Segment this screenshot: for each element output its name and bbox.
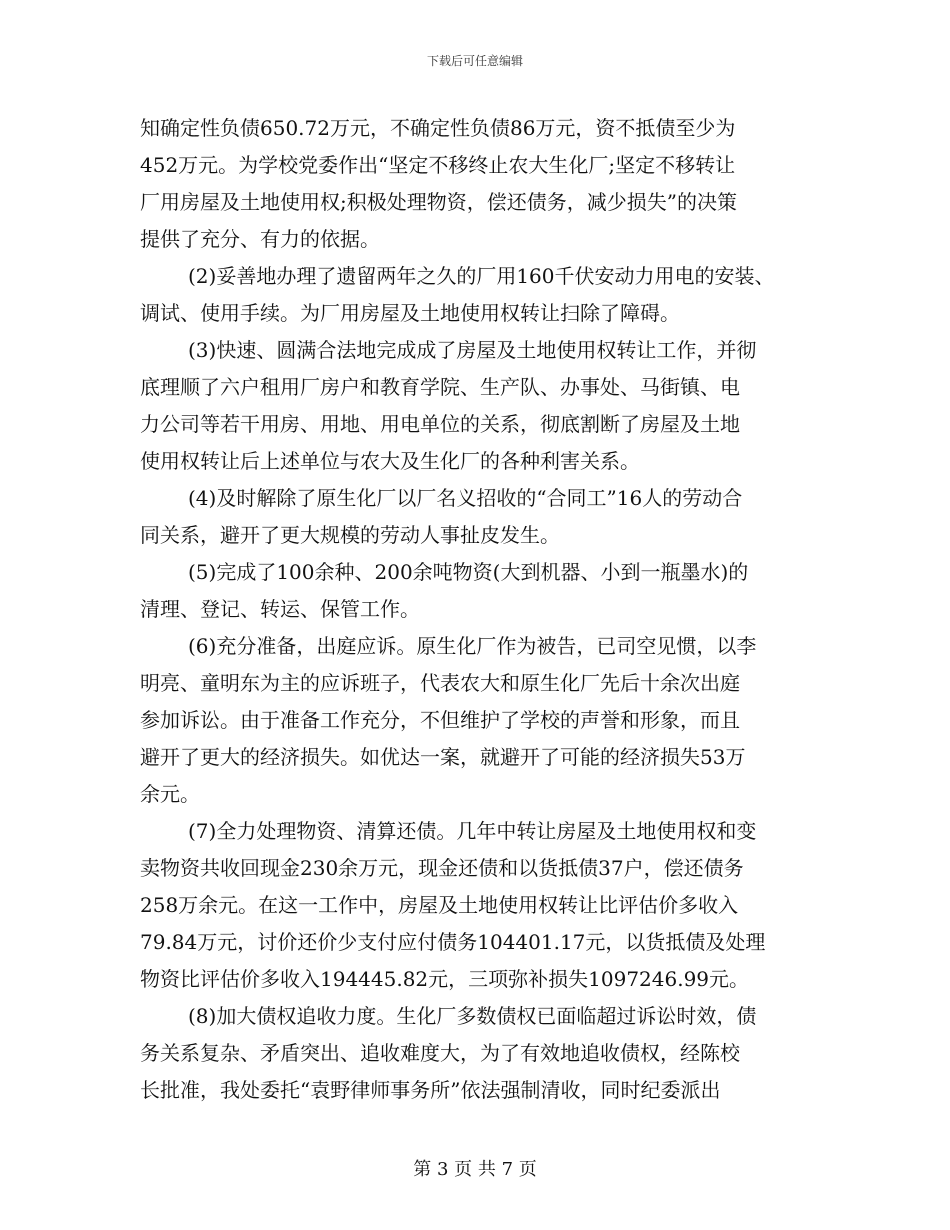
text-line: 知确定性负债650.72万元，不确定性负债86万元，资不抵债至少为 <box>140 116 736 140</box>
paragraph-start-line: (6)充分准备，出庭应诉。原生化厂作为被告，已司空见惯，以李 <box>188 634 757 658</box>
text-line: 底理顺了六户租用厂房户和教育学院、生产队、办事处、马街镇、电 <box>140 375 740 399</box>
page-number-footer: 第 3 页 共 7 页 <box>413 1159 537 1180</box>
text-line: 避开了更大的经济损失。如优达一案，就避开了可能的经济损失53万 <box>140 745 746 769</box>
text-line: 452万元。为学校党委作出“坚定不移终止农大生化厂;坚定不移转让 <box>140 153 736 177</box>
text-line: 清理、登记、转运、保管工作。 <box>140 597 420 621</box>
text-line: 提供了充分、有力的依据。 <box>140 227 380 251</box>
text-line: 厂用房屋及土地使用权;积极处理物资，偿还债务，减少损失”的决策 <box>140 190 737 214</box>
text-line: 余元。 <box>140 782 200 806</box>
text-line: 调试、使用手续。为厂用房屋及土地使用权转让扫除了障碍。 <box>140 301 680 325</box>
text-line: 79.84万元，讨价还价少支付应付债务104401.17元，以货抵债及处理 <box>140 930 766 954</box>
body-text <box>140 110 820 1109</box>
text-line: 参加诉讼。由于准备工作充分，不但维护了学校的声誉和形象，而且 <box>140 708 740 732</box>
text-line: 使用权转让后上述单位与农大及生化厂的各种利害关系。 <box>140 449 640 473</box>
text-line: 物资比评估价多收入194445.82元，三项弥补损失1097246.99元。 <box>140 967 750 991</box>
text-line: 力公司等若干用房、用地、用电单位的关系，彻底割断了房屋及土地 <box>140 412 740 436</box>
text-line: 258万余元。在这一工作中，房屋及土地使用权转让比评估价多收入 <box>140 893 739 917</box>
paragraph-start-line: (8)加大债权追收力度。生化厂多数债权已面临超过诉讼时效，债 <box>188 1004 757 1028</box>
text-line: 同关系，避开了更大规模的劳动人事扯皮发生。 <box>140 523 560 547</box>
text-line: 明亮、童明东为主的应诉班子，代表农大和原生化厂先后十余次出庭 <box>140 671 740 695</box>
paragraph-start-line: (7)全力处理物资、清算还债。几年中转让房屋及土地使用权和变 <box>188 819 757 843</box>
paragraph-start-line: (5)完成了100余种、200余吨物资(大到机器、小到一瓶墨水)的 <box>188 560 749 584</box>
paragraph-start-line: (3)快速、圆满合法地完成成了房屋及土地使用权转让工作，并彻 <box>188 338 757 362</box>
text-line: 卖物资共收回现金230余万元，现金还债和以货抵债37户，偿还债务 <box>140 856 744 880</box>
paragraph-start-line: (2)妥善地办理了遗留两年之久的厂用160千伏安动力用电的安装、 <box>188 264 775 288</box>
paragraph-start-line: (4)及时解除了原生化厂以厂名义招收的“合同工”16人的劳动合 <box>188 486 743 510</box>
text-line: 长批准，我处委托“袁野律师事务所”依法强制清收，同时纪委派出 <box>140 1078 721 1102</box>
page-header: 下载后可任意编辑 <box>426 54 523 68</box>
text-line: 务关系复杂、矛盾突出、追收难度大，为了有效地追收债权，经陈校 <box>140 1041 740 1065</box>
